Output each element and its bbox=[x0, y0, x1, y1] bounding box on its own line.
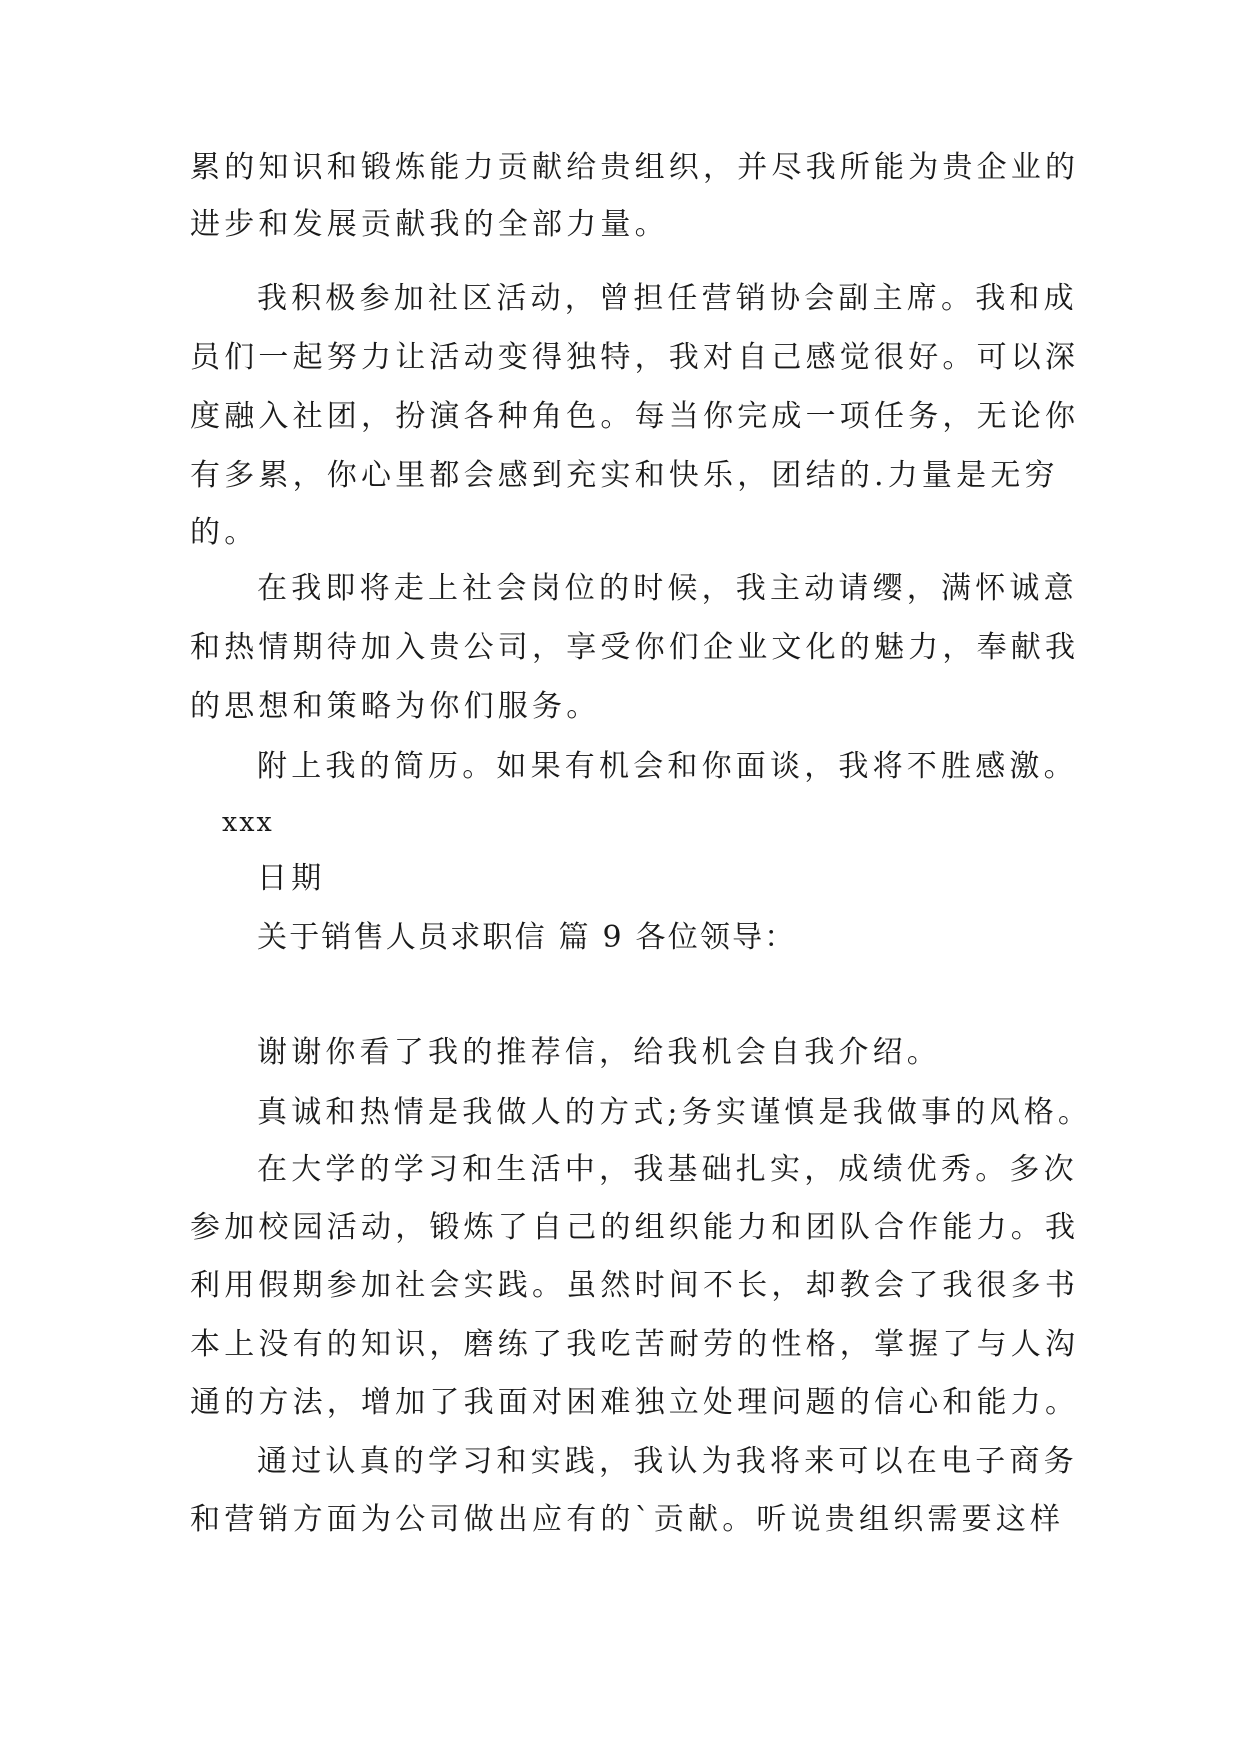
text-line: 本上没有的知识，磨练了我吃苦耐劳的性格，掌握了与人沟 bbox=[190, 1327, 1080, 1362]
text-line: 的思想和策略为你们服务。 bbox=[190, 689, 601, 724]
text-line: 员们一起努力让活动变得独特，我对自己感觉很好。可以深 bbox=[190, 340, 1080, 375]
date-label: 日期 bbox=[257, 861, 326, 896]
text-line: 通的方法，增加了我面对困难独立处理问题的信心和能力。 bbox=[190, 1385, 1080, 1420]
text-line: 真诚和热情是我做人的方式;务实谨慎是我做事的风格。 bbox=[257, 1095, 1093, 1130]
text-line: 和营销方面为公司做出应有的`贡献。听说贵组织需要这样 bbox=[190, 1502, 1065, 1537]
text-line: 参加校园活动，锻炼了自己的组织能力和团队合作能力。我 bbox=[190, 1210, 1080, 1245]
text-line: 谢谢你看了我的推荐信，给我机会自我介绍。 bbox=[257, 1035, 941, 1070]
text-line: 累的知识和锻炼能力贡献给贵组织，并尽我所能为贵企业的 bbox=[190, 150, 1080, 185]
text-line: 进步和发展贡献我的全部力量。 bbox=[190, 207, 669, 242]
text-line: 度融入社团，扮演各种角色。每当你完成一项任务，无论你 bbox=[190, 399, 1080, 434]
text-line: 利用假期参加社会实践。虽然时间不长，却教会了我很多书 bbox=[190, 1268, 1080, 1303]
text-line: 有多累，你心里都会感到充实和快乐，团结的.力量是无穷 bbox=[190, 458, 1059, 493]
text-line: 附上我的简历。如果有机会和你面谈，我将不胜感激。 bbox=[257, 749, 1078, 784]
text-line: 在大学的学习和生活中，我基础扎实，成绩优秀。多次 bbox=[257, 1152, 1078, 1187]
text-line: 和热情期待加入贵公司，享受你们企业文化的魅力，奉献我 bbox=[190, 630, 1080, 665]
text-line: 的。 bbox=[190, 515, 259, 550]
signature-name: xxx bbox=[222, 807, 274, 838]
text-line: 我积极参加社区活动，曾担任营销协会副主席。我和成 bbox=[257, 281, 1078, 316]
text-line: 在我即将走上社会岗位的时候，我主动请缨，满怀诚意 bbox=[257, 571, 1078, 606]
text-line: 通过认真的学习和实践，我认为我将来可以在电子商务 bbox=[257, 1444, 1078, 1479]
section-heading: 关于销售人员求职信 篇 9 各位领导： bbox=[257, 920, 797, 955]
